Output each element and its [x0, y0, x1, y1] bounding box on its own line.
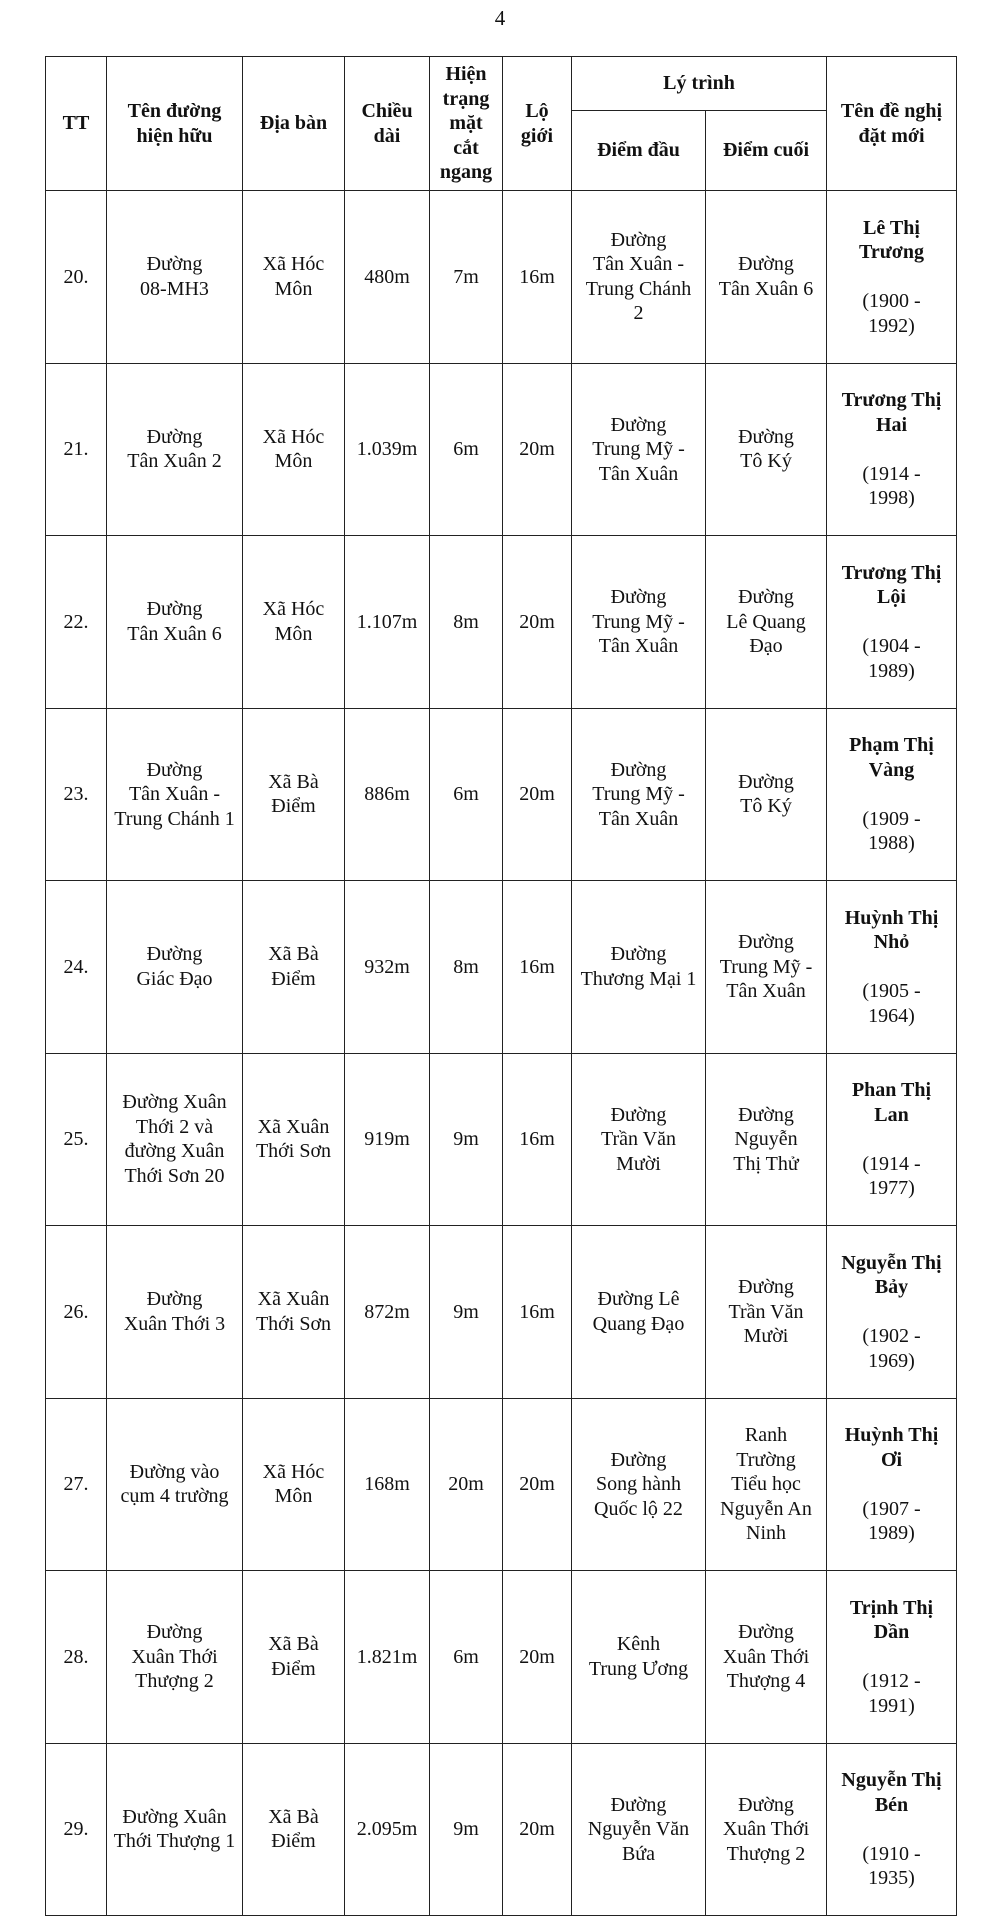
header-proposed-name: Tên đề nghị đặt mới [827, 57, 957, 191]
length-cell: 932m [345, 881, 430, 1054]
proposed-name-cell [827, 1226, 957, 1399]
end-point-cell: Đường Tô Ký [706, 363, 827, 536]
proposed-name-cell [827, 536, 957, 709]
start-point-cell: Đường Thương Mại 1 [572, 881, 706, 1054]
row-number: 25. [46, 1053, 107, 1226]
end-point-cell: Đường Tô Ký [706, 708, 827, 881]
table-header [46, 57, 957, 191]
area-cell: Xã Bà Điểm [243, 1743, 345, 1916]
length-cell: 872m [345, 1226, 430, 1399]
row-number: 21. [46, 363, 107, 536]
start-point-cell: Đường Trung Mỹ - Tân Xuân [572, 363, 706, 536]
life-years: (1910 - 1935) [862, 1842, 921, 1889]
end-point-cell: Đường Nguyễn Thị Thử [706, 1053, 827, 1226]
existing-street-name: Đường Tân Xuân 6 [107, 536, 243, 709]
end-point-cell: Ranh Trường Tiểu học Nguyễn An Ninh [706, 1398, 827, 1571]
header-route: Lý trình [572, 57, 827, 111]
length-cell: 886m [345, 708, 430, 881]
table-row [46, 1226, 957, 1399]
header-start-point: Điểm đầu [572, 111, 706, 191]
table-row [46, 536, 957, 709]
proposed-name-cell [827, 1571, 957, 1744]
existing-street-name: Đường Tân Xuân 2 [107, 363, 243, 536]
area-cell: Xã Bà Điểm [243, 1571, 345, 1744]
header-existing-name: Tên đường hiện hữu [107, 57, 243, 191]
end-point-cell: Đường Trần Văn Mười [706, 1226, 827, 1399]
table-row [46, 1571, 957, 1744]
start-point-cell: Kênh Trung Ương [572, 1571, 706, 1744]
area-cell: Xã Hóc Môn [243, 363, 345, 536]
life-years: (1914 - 1977) [862, 1152, 921, 1199]
life-years: (1904 - 1989) [862, 635, 921, 682]
table-body [46, 191, 957, 1916]
start-point-cell: Đường Trần Văn Mười [572, 1053, 706, 1226]
life-years: (1907 - 1989) [862, 1497, 921, 1544]
start-point-cell: Đường Trung Mỹ - Tân Xuân [572, 536, 706, 709]
proposed-name-cell [827, 1743, 957, 1916]
area-cell: Xã Hóc Môn [243, 1398, 345, 1571]
proposed-name-cell [827, 363, 957, 536]
life-years: (1902 - 1969) [862, 1325, 921, 1372]
road-boundary-cell: 20m [503, 1743, 572, 1916]
table-row [46, 708, 957, 881]
cross-section-cell: 8m [430, 536, 503, 709]
length-cell: 1.039m [345, 363, 430, 536]
proposed-name: Phan Thị Lan [851, 1079, 932, 1126]
row-number: 27. [46, 1398, 107, 1571]
road-boundary-cell: 16m [503, 881, 572, 1054]
end-point-cell: Đường Xuân Thới Thượng 4 [706, 1571, 827, 1744]
cross-section-cell: 9m [430, 1053, 503, 1226]
cross-section-cell: 9m [430, 1226, 503, 1399]
start-point-cell: Đường Tân Xuân - Trung Chánh 2 [572, 191, 706, 364]
proposed-name-cell [827, 708, 957, 881]
cross-section-cell: 6m [430, 708, 503, 881]
cross-section-cell: 9m [430, 1743, 503, 1916]
proposed-name: Huỳnh Thị Nhỏ [844, 906, 939, 953]
proposed-name: Huỳnh Thị Ơi [844, 1424, 939, 1471]
table-row [46, 1398, 957, 1571]
proposed-name: Trịnh Thị Dần [849, 1596, 934, 1643]
road-boundary-cell: 20m [503, 363, 572, 536]
road-boundary-cell: 16m [503, 1226, 572, 1399]
proposed-name: Nguyễn Thị Bén [841, 1769, 942, 1816]
table-row [46, 191, 957, 364]
road-boundary-cell: 16m [503, 1053, 572, 1226]
end-point-cell: Đường Trung Mỹ - Tân Xuân [706, 881, 827, 1054]
proposed-name-cell [827, 1053, 957, 1226]
proposed-name: Nguyễn Thị Bảy [841, 1251, 942, 1298]
proposed-name: Trương Thị Lội [841, 561, 942, 608]
proposed-name-cell [827, 191, 957, 364]
road-boundary-cell: 16m [503, 191, 572, 364]
area-cell: Xã Bà Điểm [243, 881, 345, 1054]
life-years: (1909 - 1988) [862, 807, 921, 854]
table-row [46, 881, 957, 1054]
end-point-cell: Đường Lê Quang Đạo [706, 536, 827, 709]
area-cell: Xã Bà Điểm [243, 708, 345, 881]
start-point-cell: Đường Song hành Quốc lộ 22 [572, 1398, 706, 1571]
proposed-name: Lê Thị Trương [859, 216, 924, 263]
length-cell: 480m [345, 191, 430, 364]
length-cell: 1.107m [345, 536, 430, 709]
start-point-cell: Đường Lê Quang Đạo [572, 1226, 706, 1399]
row-number: 20. [46, 191, 107, 364]
header-road-boundary: Lộ giới [503, 57, 572, 191]
page-number: 4 [494, 6, 506, 30]
start-point-cell: Đường Trung Mỹ - Tân Xuân [572, 708, 706, 881]
end-point-cell: Đường Tân Xuân 6 [706, 191, 827, 364]
life-years: (1900 - 1992) [862, 290, 921, 337]
existing-street-name: Đường vào cụm 4 trường [107, 1398, 243, 1571]
road-boundary-cell: 20m [503, 1398, 572, 1571]
area-cell: Xã Xuân Thới Sơn [243, 1053, 345, 1226]
header-area: Địa bàn [243, 57, 345, 191]
length-cell: 168m [345, 1398, 430, 1571]
proposed-name-cell [827, 881, 957, 1054]
area-cell: Xã Xuân Thới Sơn [243, 1226, 345, 1399]
cross-section-cell: 6m [430, 1571, 503, 1744]
length-cell: 1.821m [345, 1571, 430, 1744]
street-naming-table [45, 56, 957, 1916]
row-number: 29. [46, 1743, 107, 1916]
life-years: (1912 - 1991) [862, 1670, 921, 1717]
road-boundary-cell: 20m [503, 708, 572, 881]
length-cell: 919m [345, 1053, 430, 1226]
life-years: (1914 - 1998) [862, 462, 921, 509]
cross-section-cell: 8m [430, 881, 503, 1054]
header-end-point: Điểm cuối [706, 111, 827, 191]
existing-street-name: Đường Xuân Thới 3 [107, 1226, 243, 1399]
length-cell: 2.095m [345, 1743, 430, 1916]
table-row [46, 1743, 957, 1916]
area-cell: Xã Hóc Môn [243, 191, 345, 364]
header-tt: TT [46, 57, 107, 191]
existing-street-name: Đường Xuân Thới 2 và đường Xuân Thới Sơn 20 [107, 1053, 243, 1226]
road-boundary-cell: 20m [503, 1571, 572, 1744]
life-years: (1905 - 1964) [862, 980, 921, 1027]
header-cross-section: Hiện trạng mặt cắt ngang [430, 57, 503, 191]
proposed-name-cell [827, 1398, 957, 1571]
existing-street-name: Đường Xuân Thới Thượng 1 [107, 1743, 243, 1916]
end-point-cell: Đường Xuân Thới Thượng 2 [706, 1743, 827, 1916]
row-number: 22. [46, 536, 107, 709]
row-number: 24. [46, 881, 107, 1054]
proposed-name: Phạm Thị Vàng [849, 734, 934, 781]
cross-section-cell: 7m [430, 191, 503, 364]
road-boundary-cell: 20m [503, 536, 572, 709]
proposed-name: Trương Thị Hai [841, 389, 942, 436]
row-number: 23. [46, 708, 107, 881]
existing-street-name: Đường Giác Đạo [107, 881, 243, 1054]
area-cell: Xã Hóc Môn [243, 536, 345, 709]
cross-section-cell: 20m [430, 1398, 503, 1571]
start-point-cell: Đường Nguyễn Văn Bứa [572, 1743, 706, 1916]
row-number: 28. [46, 1571, 107, 1744]
existing-street-name: Đường 08-MH3 [107, 191, 243, 364]
header-length: Chiều dài [345, 57, 430, 191]
existing-street-name: Đường Xuân Thới Thượng 2 [107, 1571, 243, 1744]
row-number: 26. [46, 1226, 107, 1399]
existing-street-name: Đường Tân Xuân - Trung Chánh 1 [107, 708, 243, 881]
cross-section-cell: 6m [430, 363, 503, 536]
table-row [46, 363, 957, 536]
table-row [46, 1053, 957, 1226]
